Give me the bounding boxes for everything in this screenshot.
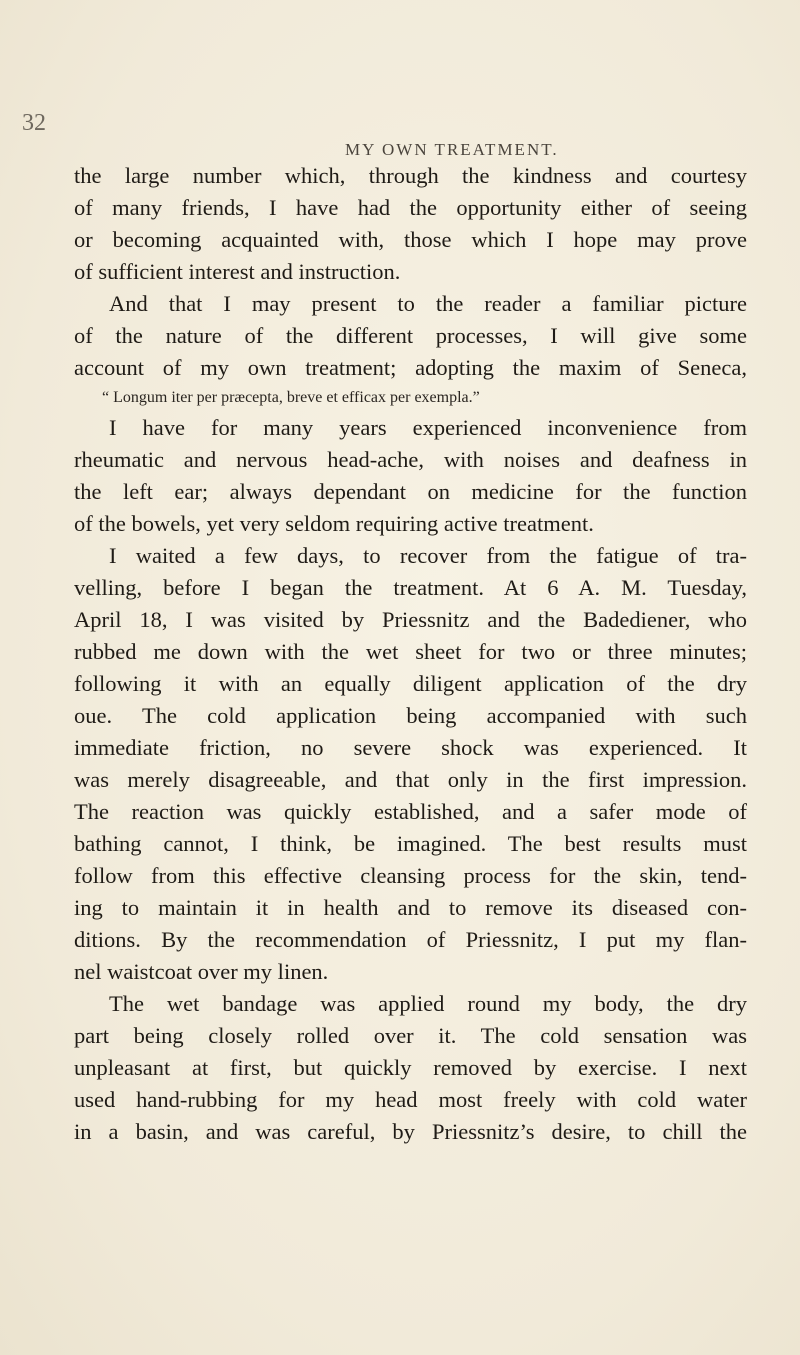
paragraph-start-line: I waited a few days, to recover from the fatigue of tra- [109,543,747,568]
latin-quotation: “ Longum iter per præcepta, breve et efficax per exempla.” [102,389,480,406]
text-line: of sufficient interest and instruction. [74,259,401,284]
text-line: the left ear; always dependant on medicine for the function [74,479,747,504]
text-line: or becoming acquainted with, those which I hope may prove [74,227,747,252]
text-line: following it with an equally diligent application of the dry [74,671,747,696]
paragraph-start-line: And that I may present to the reader a familiar picture [109,291,747,316]
body-text [74,160,747,1148]
text-line: part being closely rolled over it. The cold sensation was [74,1023,747,1048]
text-line: ditions. By the recommendation of Priessnitz, I put my flan- [74,927,747,952]
text-line: rheumatic and nervous head-ache, with noises and deafness in [74,447,747,472]
text-line: used hand-rubbing for my head most freely with cold water [74,1087,747,1112]
text-line: rubbed me down with the wet sheet for two or three minutes; [74,639,747,664]
text-line: of the nature of the different processes, I will give some [74,323,747,348]
page-number: 32 [22,110,46,136]
text-line: The reaction was quickly established, and a safer mode of [74,799,747,824]
text-line: oue. The cold application being accompanied with such [74,703,747,728]
text-line: the large number which, through the kindness and courtesy [74,163,747,188]
text-line: of many friends, I have had the opportunity either of seeing [74,195,747,220]
text-line: account of my own treatment; adopting the maxim of Seneca, [74,355,747,380]
text-line: unpleasant at first, but quickly removed by exercise. I next [74,1055,747,1080]
running-head: MY OWN TREATMENT. [345,140,559,159]
text-line: of the bowels, yet very seldom requiring active treatment. [74,511,594,536]
text-line: immediate friction, no severe shock was experienced. It [74,735,747,760]
text-line: follow from this effective cleansing process for the skin, tend- [74,863,747,888]
text-line: nel waistcoat over my linen. [74,959,329,984]
text-line: April 18, I was visited by Priessnitz and the Badediener, who [74,607,747,632]
text-line: was merely disagreeable, and that only in the first impression. [74,767,747,792]
text-line: in a basin, and was careful, by Priessnitz’s desire, to chill the [74,1119,747,1144]
text-line: velling, before I began the treatment. At 6 A. M. Tuesday, [74,575,747,600]
text-line: bathing cannot, I think, be imagined. The best results must [74,831,747,856]
text-line: ing to maintain it in health and to remove its diseased con- [74,895,747,920]
paragraph-start-line: The wet bandage was applied round my body, the dry [109,991,747,1016]
paragraph-start-line: I have for many years experienced inconvenience from [109,415,747,440]
